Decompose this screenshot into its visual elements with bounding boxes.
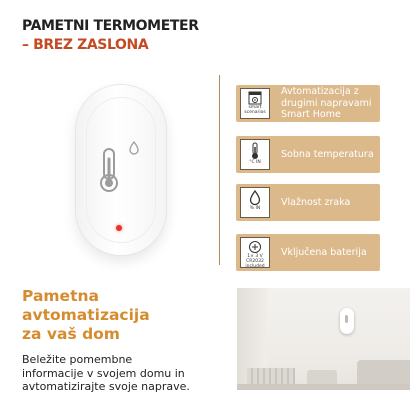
description-line2: informacije v svojem domu in	[22, 366, 185, 380]
photo-floor	[237, 384, 410, 390]
feature-label: Sobna temperatura	[281, 148, 374, 160]
headline	[22, 287, 150, 344]
feature-humidity	[236, 184, 380, 221]
feature-icon-caption: 1× 3 V CR2032 included	[245, 254, 265, 269]
product-title	[22, 17, 199, 55]
description	[22, 353, 190, 394]
device-thermometer-icon	[98, 147, 120, 193]
feature-label: Avtomatizacija z drugimi napravami Smart Home	[281, 86, 372, 121]
feature-battery-included	[236, 234, 380, 271]
product-title-line1: PAMETNI TERMOMETER	[22, 18, 199, 34]
feature-automation	[236, 85, 380, 122]
feature-icon-caption: smart scenarios	[244, 105, 266, 115]
device-front-panel	[86, 97, 156, 243]
feature-label: Vlažnost zraka	[281, 196, 351, 208]
headline-line2: avtomatizacija	[22, 306, 150, 324]
description-line1: Beležite pomembne	[22, 353, 133, 366]
feature-icon-box	[240, 237, 270, 268]
thermometer-device-image	[76, 85, 166, 255]
photo-wall-sensor	[340, 308, 354, 334]
feature-label: Vključena baterija	[281, 246, 367, 258]
status-led	[116, 225, 122, 231]
feature-icon-caption: % IN	[249, 206, 261, 211]
droplet-icon	[249, 190, 261, 206]
smart-scenarios-icon	[248, 91, 262, 105]
headline-line3: za vaš dom	[22, 325, 120, 343]
feature-room-temperature	[236, 136, 380, 173]
feature-icon-box	[240, 187, 270, 218]
feature-icon-box	[240, 88, 270, 119]
divider-line	[219, 75, 220, 265]
feature-icon-caption: °C IN	[249, 160, 261, 165]
description-line3: avtomatizirajte svoje naprave.	[22, 380, 190, 393]
battery-plus-icon	[248, 240, 262, 254]
room-photo	[237, 288, 410, 390]
product-title-line2: – BREZ ZASLONA	[22, 37, 149, 53]
device-droplet-icon	[129, 141, 139, 155]
thermometer-icon	[250, 142, 260, 160]
feature-icon-box	[240, 139, 270, 170]
headline-line1: Pametna	[22, 287, 99, 305]
